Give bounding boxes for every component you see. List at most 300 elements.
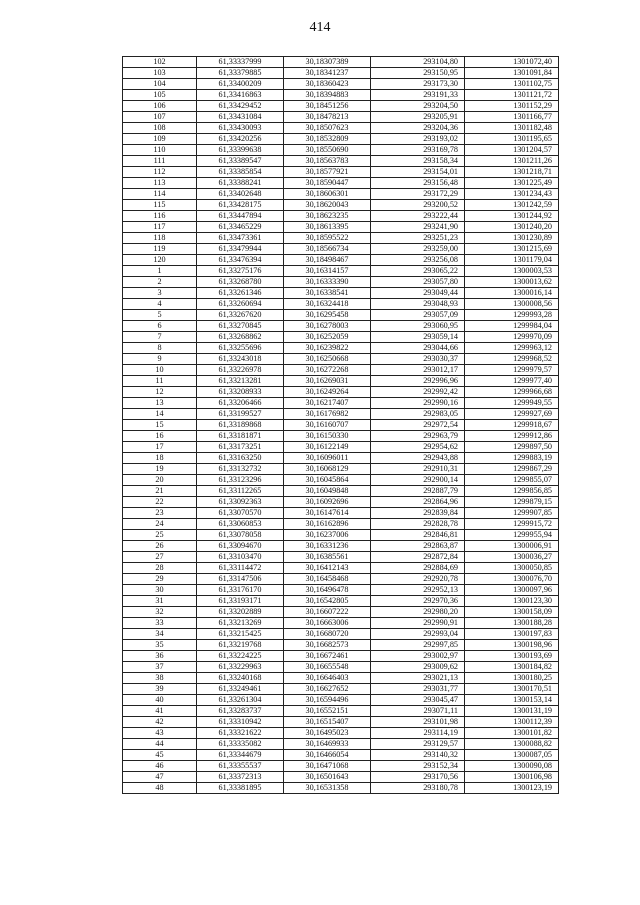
latitude-cell: 61,33275176 [197, 266, 284, 277]
longitude-cell: 30,18613395 [284, 222, 371, 233]
point-number-cell: 43 [123, 728, 197, 739]
point-number-cell: 7 [123, 332, 197, 343]
table-row [123, 343, 559, 354]
longitude-cell: 30,16458468 [284, 574, 371, 585]
y-coordinate-cell: 1300180,25 [465, 673, 559, 684]
y-coordinate-cell: 1300131,19 [465, 706, 559, 717]
y-coordinate-cell: 1301121,72 [465, 90, 559, 101]
x-coordinate-cell: 292980,20 [371, 607, 465, 618]
x-coordinate-cell: 293173,30 [371, 79, 465, 90]
table-row [123, 783, 559, 794]
x-coordinate-cell: 293222,44 [371, 211, 465, 222]
y-coordinate-cell: 1301234,43 [465, 189, 559, 200]
table-row [123, 552, 559, 563]
point-number-cell: 23 [123, 508, 197, 519]
x-coordinate-cell: 292963,79 [371, 431, 465, 442]
latitude-cell: 61,33147506 [197, 574, 284, 585]
longitude-cell: 30,18451256 [284, 101, 371, 112]
longitude-cell: 30,16176982 [284, 409, 371, 420]
latitude-cell: 61,33431084 [197, 112, 284, 123]
latitude-cell: 61,33226978 [197, 365, 284, 376]
x-coordinate-cell: 293205,91 [371, 112, 465, 123]
latitude-cell: 61,33268780 [197, 277, 284, 288]
latitude-cell: 61,33255696 [197, 343, 284, 354]
table-row [123, 134, 559, 145]
longitude-cell: 30,18590447 [284, 178, 371, 189]
x-coordinate-cell: 293172,29 [371, 189, 465, 200]
point-number-cell: 45 [123, 750, 197, 761]
longitude-cell: 30,16646403 [284, 673, 371, 684]
x-coordinate-cell: 293060,95 [371, 321, 465, 332]
y-coordinate-cell: 1301152,29 [465, 101, 559, 112]
y-coordinate-cell: 1300008,56 [465, 299, 559, 310]
longitude-cell: 30,18606301 [284, 189, 371, 200]
point-number-cell: 5 [123, 310, 197, 321]
point-number-cell: 12 [123, 387, 197, 398]
x-coordinate-cell: 292839,84 [371, 508, 465, 519]
table-row [123, 409, 559, 420]
table-row [123, 761, 559, 772]
latitude-cell: 61,33070570 [197, 508, 284, 519]
latitude-cell: 61,33321622 [197, 728, 284, 739]
table-row [123, 178, 559, 189]
point-number-cell: 118 [123, 233, 197, 244]
latitude-cell: 61,33372313 [197, 772, 284, 783]
table-row [123, 706, 559, 717]
table-row [123, 332, 559, 343]
point-number-cell: 34 [123, 629, 197, 640]
table-row [123, 497, 559, 508]
x-coordinate-cell: 292992,42 [371, 387, 465, 398]
latitude-cell: 61,33261304 [197, 695, 284, 706]
x-coordinate-cell: 292996,96 [371, 376, 465, 387]
longitude-cell: 30,16680720 [284, 629, 371, 640]
x-coordinate-cell: 292954,62 [371, 442, 465, 453]
x-coordinate-cell: 293251,23 [371, 233, 465, 244]
y-coordinate-cell: 1299883,19 [465, 453, 559, 464]
table-row [123, 321, 559, 332]
table-row [123, 299, 559, 310]
latitude-cell: 61,33270845 [197, 321, 284, 332]
latitude-cell: 61,33176170 [197, 585, 284, 596]
x-coordinate-cell: 292884,69 [371, 563, 465, 574]
point-number-cell: 26 [123, 541, 197, 552]
longitude-cell: 30,16515407 [284, 717, 371, 728]
y-coordinate-cell: 1299855,07 [465, 475, 559, 486]
y-coordinate-cell: 1299963,12 [465, 343, 559, 354]
longitude-cell: 30,18478213 [284, 112, 371, 123]
table-row [123, 420, 559, 431]
y-coordinate-cell: 1300087,05 [465, 750, 559, 761]
latitude-cell: 61,33163250 [197, 453, 284, 464]
x-coordinate-cell: 293129,57 [371, 739, 465, 750]
latitude-cell: 61,33219768 [197, 640, 284, 651]
y-coordinate-cell: 1299907,85 [465, 508, 559, 519]
table-row [123, 596, 559, 607]
latitude-cell: 61,33428175 [197, 200, 284, 211]
longitude-cell: 30,16250668 [284, 354, 371, 365]
y-coordinate-cell: 1300123,30 [465, 596, 559, 607]
table-row [123, 607, 559, 618]
y-coordinate-cell: 1300184,82 [465, 662, 559, 673]
point-number-cell: 20 [123, 475, 197, 486]
point-number-cell: 24 [123, 519, 197, 530]
point-number-cell: 110 [123, 145, 197, 156]
longitude-cell: 30,16594496 [284, 695, 371, 706]
latitude-cell: 61,33379885 [197, 68, 284, 79]
latitude-cell: 61,33114472 [197, 563, 284, 574]
y-coordinate-cell: 1300076,70 [465, 574, 559, 585]
y-coordinate-cell: 1301102,75 [465, 79, 559, 90]
point-number-cell: 37 [123, 662, 197, 673]
y-coordinate-cell: 1301242,59 [465, 200, 559, 211]
y-coordinate-cell: 1301195,65 [465, 134, 559, 145]
x-coordinate-cell: 293152,34 [371, 761, 465, 772]
latitude-cell: 61,33389547 [197, 156, 284, 167]
point-number-cell: 36 [123, 651, 197, 662]
point-number-cell: 17 [123, 442, 197, 453]
table-row [123, 486, 559, 497]
x-coordinate-cell: 292990,91 [371, 618, 465, 629]
table-row [123, 530, 559, 541]
longitude-cell: 30,16252059 [284, 332, 371, 343]
point-number-cell: 19 [123, 464, 197, 475]
point-number-cell: 111 [123, 156, 197, 167]
x-coordinate-cell: 293114,19 [371, 728, 465, 739]
table-row [123, 255, 559, 266]
longitude-cell: 30,18620043 [284, 200, 371, 211]
longitude-cell: 30,18595522 [284, 233, 371, 244]
longitude-cell: 30,16655548 [284, 662, 371, 673]
longitude-cell: 30,18532809 [284, 134, 371, 145]
y-coordinate-cell: 1300188,28 [465, 618, 559, 629]
x-coordinate-cell: 293021,13 [371, 673, 465, 684]
y-coordinate-cell: 1300123,19 [465, 783, 559, 794]
table-row [123, 189, 559, 200]
x-coordinate-cell: 293200,52 [371, 200, 465, 211]
longitude-cell: 30,16682573 [284, 640, 371, 651]
latitude-cell: 61,33416863 [197, 90, 284, 101]
latitude-cell: 61,33193171 [197, 596, 284, 607]
y-coordinate-cell: 1299912,86 [465, 431, 559, 442]
y-coordinate-cell: 1299949,55 [465, 398, 559, 409]
point-number-cell: 18 [123, 453, 197, 464]
latitude-cell: 61,33381895 [197, 783, 284, 794]
y-coordinate-cell: 1299984,04 [465, 321, 559, 332]
longitude-cell: 30,16049848 [284, 486, 371, 497]
longitude-cell: 30,16068129 [284, 464, 371, 475]
table-row [123, 68, 559, 79]
table-row [123, 101, 559, 112]
table-row [123, 387, 559, 398]
y-coordinate-cell: 1301240,20 [465, 222, 559, 233]
table-row [123, 541, 559, 552]
point-number-cell: 31 [123, 596, 197, 607]
y-coordinate-cell: 1299977,40 [465, 376, 559, 387]
x-coordinate-cell: 293104,80 [371, 57, 465, 68]
latitude-cell: 61,33123296 [197, 475, 284, 486]
x-coordinate-cell: 292900,14 [371, 475, 465, 486]
x-coordinate-cell: 293259,00 [371, 244, 465, 255]
y-coordinate-cell: 1301204,57 [465, 145, 559, 156]
x-coordinate-cell: 293012,17 [371, 365, 465, 376]
table-row [123, 233, 559, 244]
x-coordinate-cell: 293204,50 [371, 101, 465, 112]
y-coordinate-cell: 1299915,72 [465, 519, 559, 530]
point-number-cell: 105 [123, 90, 197, 101]
latitude-cell: 61,33385854 [197, 167, 284, 178]
y-coordinate-cell: 1299979,57 [465, 365, 559, 376]
longitude-cell: 30,16160707 [284, 420, 371, 431]
x-coordinate-cell: 293170,56 [371, 772, 465, 783]
point-number-cell: 9 [123, 354, 197, 365]
y-coordinate-cell: 1300158,09 [465, 607, 559, 618]
longitude-cell: 30,16338541 [284, 288, 371, 299]
latitude-cell: 61,33229963 [197, 662, 284, 673]
x-coordinate-cell: 293065,22 [371, 266, 465, 277]
longitude-cell: 30,16496478 [284, 585, 371, 596]
point-number-cell: 11 [123, 376, 197, 387]
y-coordinate-cell: 1300003,53 [465, 266, 559, 277]
y-coordinate-cell: 1300050,85 [465, 563, 559, 574]
x-coordinate-cell: 293204,36 [371, 123, 465, 134]
longitude-cell: 30,16045864 [284, 475, 371, 486]
x-coordinate-cell: 293059,14 [371, 332, 465, 343]
latitude-cell: 61,33206466 [197, 398, 284, 409]
table-row [123, 475, 559, 486]
table-row [123, 90, 559, 101]
longitude-cell: 30,18394883 [284, 90, 371, 101]
longitude-cell: 30,16607222 [284, 607, 371, 618]
x-coordinate-cell: 293057,80 [371, 277, 465, 288]
point-number-cell: 4 [123, 299, 197, 310]
latitude-cell: 61,33267620 [197, 310, 284, 321]
x-coordinate-cell: 293191,33 [371, 90, 465, 101]
table-row [123, 772, 559, 783]
x-coordinate-cell: 292846,81 [371, 530, 465, 541]
latitude-cell: 61,33400209 [197, 79, 284, 90]
table-row [123, 376, 559, 387]
table-row [123, 750, 559, 761]
longitude-cell: 30,16542805 [284, 596, 371, 607]
point-number-cell: 1 [123, 266, 197, 277]
point-number-cell: 107 [123, 112, 197, 123]
point-number-cell: 104 [123, 79, 197, 90]
point-number-cell: 47 [123, 772, 197, 783]
point-number-cell: 28 [123, 563, 197, 574]
latitude-cell: 61,33189868 [197, 420, 284, 431]
x-coordinate-cell: 293048,93 [371, 299, 465, 310]
point-number-cell: 35 [123, 640, 197, 651]
latitude-cell: 61,33268862 [197, 332, 284, 343]
table-row [123, 310, 559, 321]
latitude-cell: 61,33310942 [197, 717, 284, 728]
x-coordinate-cell: 292920,78 [371, 574, 465, 585]
table-row [123, 266, 559, 277]
point-number-cell: 13 [123, 398, 197, 409]
point-number-cell: 38 [123, 673, 197, 684]
point-number-cell: 3 [123, 288, 197, 299]
point-number-cell: 33 [123, 618, 197, 629]
x-coordinate-cell: 293140,32 [371, 750, 465, 761]
x-coordinate-cell: 292863,87 [371, 541, 465, 552]
y-coordinate-cell: 1301179,04 [465, 255, 559, 266]
latitude-cell: 61,33344679 [197, 750, 284, 761]
y-coordinate-cell: 1301072,40 [465, 57, 559, 68]
table-row [123, 519, 559, 530]
point-number-cell: 117 [123, 222, 197, 233]
latitude-cell: 61,33429452 [197, 101, 284, 112]
y-coordinate-cell: 1299966,68 [465, 387, 559, 398]
latitude-cell: 61,33103470 [197, 552, 284, 563]
x-coordinate-cell: 293193,02 [371, 134, 465, 145]
point-number-cell: 113 [123, 178, 197, 189]
longitude-cell: 30,16122149 [284, 442, 371, 453]
x-coordinate-cell: 293154,01 [371, 167, 465, 178]
longitude-cell: 30,16333390 [284, 277, 371, 288]
x-coordinate-cell: 292983,05 [371, 409, 465, 420]
longitude-cell: 30,18566734 [284, 244, 371, 255]
longitude-cell: 30,18563783 [284, 156, 371, 167]
x-coordinate-cell: 293057,09 [371, 310, 465, 321]
coordinates-table [122, 56, 559, 794]
latitude-cell: 61,33399638 [197, 145, 284, 156]
y-coordinate-cell: 1300097,96 [465, 585, 559, 596]
table-row [123, 354, 559, 365]
longitude-cell: 30,16385561 [284, 552, 371, 563]
x-coordinate-cell: 293150,95 [371, 68, 465, 79]
table-body [123, 57, 559, 794]
latitude-cell: 61,33447894 [197, 211, 284, 222]
x-coordinate-cell: 293031,77 [371, 684, 465, 695]
longitude-cell: 30,16239822 [284, 343, 371, 354]
longitude-cell: 30,16663006 [284, 618, 371, 629]
point-number-cell: 25 [123, 530, 197, 541]
longitude-cell: 30,16324418 [284, 299, 371, 310]
x-coordinate-cell: 292970,36 [371, 596, 465, 607]
longitude-cell: 30,18341237 [284, 68, 371, 79]
longitude-cell: 30,16269031 [284, 376, 371, 387]
latitude-cell: 61,33479944 [197, 244, 284, 255]
longitude-cell: 30,16672461 [284, 651, 371, 662]
point-number-cell: 114 [123, 189, 197, 200]
point-number-cell: 30 [123, 585, 197, 596]
longitude-cell: 30,16466054 [284, 750, 371, 761]
y-coordinate-cell: 1300198,96 [465, 640, 559, 651]
point-number-cell: 21 [123, 486, 197, 497]
page-number: 414 [309, 20, 331, 35]
point-number-cell: 27 [123, 552, 197, 563]
longitude-cell: 30,16162896 [284, 519, 371, 530]
latitude-cell: 61,33092363 [197, 497, 284, 508]
latitude-cell: 61,33199527 [197, 409, 284, 420]
latitude-cell: 61,33355537 [197, 761, 284, 772]
y-coordinate-cell: 1300193,69 [465, 651, 559, 662]
point-number-cell: 42 [123, 717, 197, 728]
x-coordinate-cell: 292993,04 [371, 629, 465, 640]
latitude-cell: 61,33420256 [197, 134, 284, 145]
x-coordinate-cell: 293256,08 [371, 255, 465, 266]
y-coordinate-cell: 1299955,94 [465, 530, 559, 541]
point-number-cell: 39 [123, 684, 197, 695]
x-coordinate-cell: 292997,85 [371, 640, 465, 651]
point-number-cell: 15 [123, 420, 197, 431]
latitude-cell: 61,33224225 [197, 651, 284, 662]
latitude-cell: 61,33337999 [197, 57, 284, 68]
latitude-cell: 61,33132732 [197, 464, 284, 475]
y-coordinate-cell: 1300170,51 [465, 684, 559, 695]
y-coordinate-cell: 1299897,50 [465, 442, 559, 453]
longitude-cell: 30,18360423 [284, 79, 371, 90]
x-coordinate-cell: 292952,13 [371, 585, 465, 596]
latitude-cell: 61,33249461 [197, 684, 284, 695]
point-number-cell: 48 [123, 783, 197, 794]
table-row [123, 123, 559, 134]
latitude-cell: 61,33208933 [197, 387, 284, 398]
table-row [123, 618, 559, 629]
table-row [123, 211, 559, 222]
y-coordinate-cell: 1300090,08 [465, 761, 559, 772]
table-row [123, 684, 559, 695]
table-row [123, 167, 559, 178]
latitude-cell: 61,33240168 [197, 673, 284, 684]
point-number-cell: 8 [123, 343, 197, 354]
y-coordinate-cell: 1300197,83 [465, 629, 559, 640]
point-number-cell: 109 [123, 134, 197, 145]
y-coordinate-cell: 1300088,82 [465, 739, 559, 750]
latitude-cell: 61,33213281 [197, 376, 284, 387]
x-coordinate-cell: 293009,62 [371, 662, 465, 673]
point-number-cell: 2 [123, 277, 197, 288]
latitude-cell: 61,33261346 [197, 288, 284, 299]
table-row [123, 695, 559, 706]
table-row [123, 651, 559, 662]
table-row [123, 574, 559, 585]
latitude-cell: 61,33215425 [197, 629, 284, 640]
latitude-cell: 61,33094670 [197, 541, 284, 552]
longitude-cell: 30,18307389 [284, 57, 371, 68]
point-number-cell: 16 [123, 431, 197, 442]
longitude-cell: 30,16552151 [284, 706, 371, 717]
latitude-cell: 61,33388241 [197, 178, 284, 189]
y-coordinate-cell: 1301091,84 [465, 68, 559, 79]
y-coordinate-cell: 1299879,15 [465, 497, 559, 508]
latitude-cell: 61,33430093 [197, 123, 284, 134]
latitude-cell: 61,33465229 [197, 222, 284, 233]
longitude-cell: 30,16495023 [284, 728, 371, 739]
longitude-cell: 30,16249264 [284, 387, 371, 398]
longitude-cell: 30,16150330 [284, 431, 371, 442]
y-coordinate-cell: 1300006,91 [465, 541, 559, 552]
x-coordinate-cell: 293002,97 [371, 651, 465, 662]
x-coordinate-cell: 293044,66 [371, 343, 465, 354]
longitude-cell: 30,16627652 [284, 684, 371, 695]
y-coordinate-cell: 1301215,69 [465, 244, 559, 255]
y-coordinate-cell: 1299856,85 [465, 486, 559, 497]
longitude-cell: 30,16314157 [284, 266, 371, 277]
y-coordinate-cell: 1301182,48 [465, 123, 559, 134]
longitude-cell: 30,16237006 [284, 530, 371, 541]
y-coordinate-cell: 1301244,92 [465, 211, 559, 222]
point-number-cell: 116 [123, 211, 197, 222]
longitude-cell: 30,16278003 [284, 321, 371, 332]
x-coordinate-cell: 293158,34 [371, 156, 465, 167]
point-number-cell: 106 [123, 101, 197, 112]
latitude-cell: 61,33060853 [197, 519, 284, 530]
y-coordinate-cell: 1300106,98 [465, 772, 559, 783]
x-coordinate-cell: 293045,47 [371, 695, 465, 706]
table-row [123, 629, 559, 640]
